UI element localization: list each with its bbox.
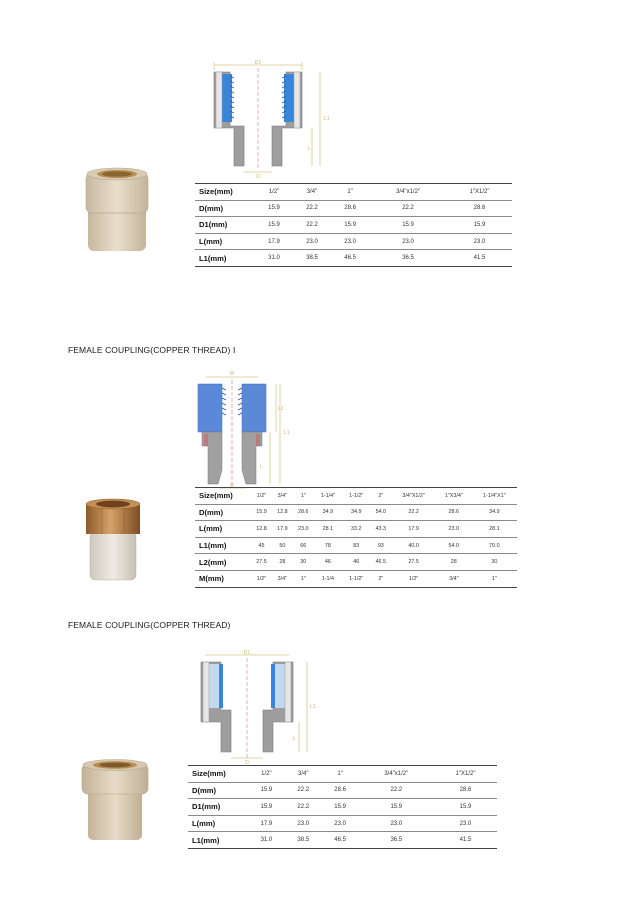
table-cell: 28.1 xyxy=(314,521,342,538)
table-row xyxy=(195,504,517,521)
table-row xyxy=(188,766,497,783)
table-cell: 31.0 xyxy=(248,832,285,849)
dimension-label-l: L xyxy=(308,146,311,152)
table-cell: 41.5 xyxy=(434,832,497,849)
table-cell: 41.5 xyxy=(447,250,512,267)
table-row-label: L1(mm) xyxy=(195,250,255,267)
table-cell: 40.0 xyxy=(391,537,436,554)
table-cell: 15.9 xyxy=(369,217,447,234)
table-cell: 46.5 xyxy=(331,250,369,267)
table-cell: 22.2 xyxy=(359,782,435,799)
table-cell: 1-1/2" xyxy=(342,488,370,505)
table-row-label: L(mm) xyxy=(188,815,248,832)
table-cell: 28 xyxy=(272,554,293,571)
table-cell: 1" xyxy=(472,570,517,587)
table-row xyxy=(195,250,512,267)
coupling-photo-3 xyxy=(78,758,152,842)
table-cell: 3/4"X1/2" xyxy=(391,488,436,505)
table-cell: 38.5 xyxy=(285,832,322,849)
table-cell: 2" xyxy=(370,570,391,587)
dimension-label-l: L xyxy=(260,464,263,470)
dimension-label-l1: L1 xyxy=(324,116,330,122)
table-cell: 78 xyxy=(314,537,342,554)
table-cell: 3/4"x1/2" xyxy=(359,766,435,783)
table-cell: 1-1/4" xyxy=(314,488,342,505)
table-row xyxy=(188,815,497,832)
table-cell: 1" xyxy=(322,766,359,783)
table-cell: 1"X3/4" xyxy=(436,488,472,505)
table-cell: 15.9 xyxy=(434,799,497,816)
section-heading-3: FEMALE COUPLING(COPPER THREAD) xyxy=(68,620,231,630)
table-cell: 23.0 xyxy=(322,815,359,832)
table-cell: 1/2" xyxy=(248,766,285,783)
table-cell: 1/2" xyxy=(391,570,436,587)
table-cell: 3/4" xyxy=(272,488,293,505)
table-cell: 1/2" xyxy=(251,570,272,587)
table-cell: 1-1/2" xyxy=(342,570,370,587)
table-cell: 23.0 xyxy=(434,815,497,832)
table-cell: 27.5 xyxy=(251,554,272,571)
table-cell: 34.9 xyxy=(314,504,342,521)
table-cell: 45 xyxy=(251,537,272,554)
dimension-label-l1: L1 xyxy=(310,704,316,710)
table-row xyxy=(195,488,517,505)
table-cell: 28.6 xyxy=(331,200,369,217)
table-cell: 3/4" xyxy=(293,184,331,201)
table-cell: 28.6 xyxy=(434,782,497,799)
table-cell: 15.9 xyxy=(251,504,272,521)
table-cell: 46.5 xyxy=(322,832,359,849)
table-row xyxy=(188,782,497,799)
table-cell: 3/4" xyxy=(272,570,293,587)
product-section-3 xyxy=(0,640,638,850)
table-cell: 15.9 xyxy=(331,217,369,234)
coupling-drawing-1 xyxy=(200,58,340,180)
table-cell: 1/2" xyxy=(251,488,272,505)
table-row xyxy=(195,200,512,217)
table-row-label: D(mm) xyxy=(195,504,251,521)
table-row xyxy=(195,570,517,587)
table-cell: 27.5 xyxy=(391,554,436,571)
dimension-label-d: D xyxy=(245,760,249,766)
table-cell: 46.5 xyxy=(370,554,391,571)
table-cell: 23.0 xyxy=(436,521,472,538)
table-cell: 23.0 xyxy=(369,233,447,250)
spec-table-3 xyxy=(188,765,497,849)
table-cell: 28.1 xyxy=(472,521,517,538)
table-row-label: L1(mm) xyxy=(195,537,251,554)
table-cell: 46 xyxy=(314,554,342,571)
product-section-1 xyxy=(0,0,638,300)
table-cell: 31.0 xyxy=(255,250,293,267)
coupling-drawing-2 xyxy=(192,370,296,490)
table-cell: 34.9 xyxy=(342,504,370,521)
table-cell: 22.2 xyxy=(391,504,436,521)
coupling-photo-2 xyxy=(82,496,144,582)
table-row xyxy=(195,537,517,554)
table-cell: 30 xyxy=(293,554,314,571)
table-row-label: D(mm) xyxy=(195,200,255,217)
table-cell: 23.0 xyxy=(293,233,331,250)
table-cell: 46 xyxy=(342,554,370,571)
table-cell: 93 xyxy=(370,537,391,554)
table-cell: 17.9 xyxy=(272,521,293,538)
table-cell: 50 xyxy=(272,537,293,554)
dimension-label-l2: L2 xyxy=(278,406,284,412)
dimension-label-d1: D1 xyxy=(254,60,262,66)
table-cell: 22.2 xyxy=(369,200,447,217)
table-row-label: Size(mm) xyxy=(195,488,251,505)
table-row xyxy=(195,217,512,234)
table-cell: 54.0 xyxy=(370,504,391,521)
table-cell: 28.6 xyxy=(293,504,314,521)
table-cell: 70.0 xyxy=(472,537,517,554)
table-cell: 3/4" xyxy=(436,570,472,587)
table-cell: 2" xyxy=(370,488,391,505)
table-cell: 22.2 xyxy=(293,200,331,217)
spec-table-1 xyxy=(195,183,512,267)
table-cell: 12.8 xyxy=(272,504,293,521)
dimension-label-d: D xyxy=(230,483,234,489)
table-cell: 28.6 xyxy=(322,782,359,799)
table-row-label: Size(mm) xyxy=(195,184,255,201)
table-row xyxy=(195,554,517,571)
coupling-photo-1 xyxy=(82,165,152,255)
table-cell: 54.0 xyxy=(436,537,472,554)
table-cell: 12.8 xyxy=(251,521,272,538)
table-row xyxy=(188,799,497,816)
table-row-label: L(mm) xyxy=(195,521,251,538)
table-cell: 83 xyxy=(342,537,370,554)
table-cell: 34.9 xyxy=(472,504,517,521)
table-cell: 66 xyxy=(293,537,314,554)
table-cell: 23.0 xyxy=(359,815,435,832)
table-row-label: Size(mm) xyxy=(188,766,248,783)
table-cell: 17.9 xyxy=(255,233,293,250)
table-cell: 23.0 xyxy=(293,521,314,538)
table-cell: 33.2 xyxy=(342,521,370,538)
table-cell: 30 xyxy=(472,554,517,571)
dimension-label-d1: D1 xyxy=(243,650,251,656)
table-row-label: D1(mm) xyxy=(188,799,248,816)
table-cell: 28.6 xyxy=(447,200,512,217)
spec-table-2 xyxy=(195,487,517,588)
table-cell: 15.9 xyxy=(255,200,293,217)
table-cell: 15.9 xyxy=(248,799,285,816)
dimension-label-l: L xyxy=(293,736,296,742)
table-cell: 22.2 xyxy=(285,799,322,816)
table-row-label: L2(mm) xyxy=(195,554,251,571)
table-cell: 3/4" xyxy=(285,766,322,783)
table-cell: 1"X1/2" xyxy=(434,766,497,783)
table-cell: 1" xyxy=(293,570,314,587)
table-cell: 1/2" xyxy=(255,184,293,201)
product-section-2 xyxy=(0,360,638,590)
table-row xyxy=(188,832,497,849)
table-cell: 1"X1/2" xyxy=(447,184,512,201)
table-cell: 17.9 xyxy=(391,521,436,538)
table-cell: 36.5 xyxy=(369,250,447,267)
table-cell: 38.5 xyxy=(293,250,331,267)
table-cell: 22.2 xyxy=(285,782,322,799)
table-cell: 1-1/4 xyxy=(314,570,342,587)
table-row-label: L(mm) xyxy=(195,233,255,250)
table-cell: 43.3 xyxy=(370,521,391,538)
table-cell: 23.0 xyxy=(285,815,322,832)
table-cell: 1-1/4"X1" xyxy=(472,488,517,505)
section-heading-2: FEMALE COUPLING(COPPER THREAD) I xyxy=(68,345,236,355)
dimension-label-m: M xyxy=(229,371,235,377)
table-cell: 36.5 xyxy=(359,832,435,849)
table-row xyxy=(195,521,517,538)
table-cell: 3/4"x1/2" xyxy=(369,184,447,201)
dimension-label-d: D xyxy=(256,174,260,180)
table-cell: 22.2 xyxy=(293,217,331,234)
table-cell: 15.9 xyxy=(322,799,359,816)
table-row-label: L1(mm) xyxy=(188,832,248,849)
table-row-label: D1(mm) xyxy=(195,217,255,234)
table-cell: 15.9 xyxy=(447,217,512,234)
table-row xyxy=(195,184,512,201)
table-row-label: D(mm) xyxy=(188,782,248,799)
table-cell: 1" xyxy=(293,488,314,505)
table-cell: 15.9 xyxy=(255,217,293,234)
table-cell: 23.0 xyxy=(331,233,369,250)
table-cell: 28.6 xyxy=(436,504,472,521)
table-cell: 1" xyxy=(331,184,369,201)
table-cell: 15.9 xyxy=(359,799,435,816)
table-row xyxy=(195,233,512,250)
coupling-drawing-3 xyxy=(195,648,325,766)
table-cell: 28 xyxy=(436,554,472,571)
table-row-label: M(mm) xyxy=(195,570,251,587)
dimension-label-l1: L1 xyxy=(284,430,290,436)
table-cell: 23.0 xyxy=(447,233,512,250)
table-cell: 15.9 xyxy=(248,782,285,799)
table-cell: 17.9 xyxy=(248,815,285,832)
